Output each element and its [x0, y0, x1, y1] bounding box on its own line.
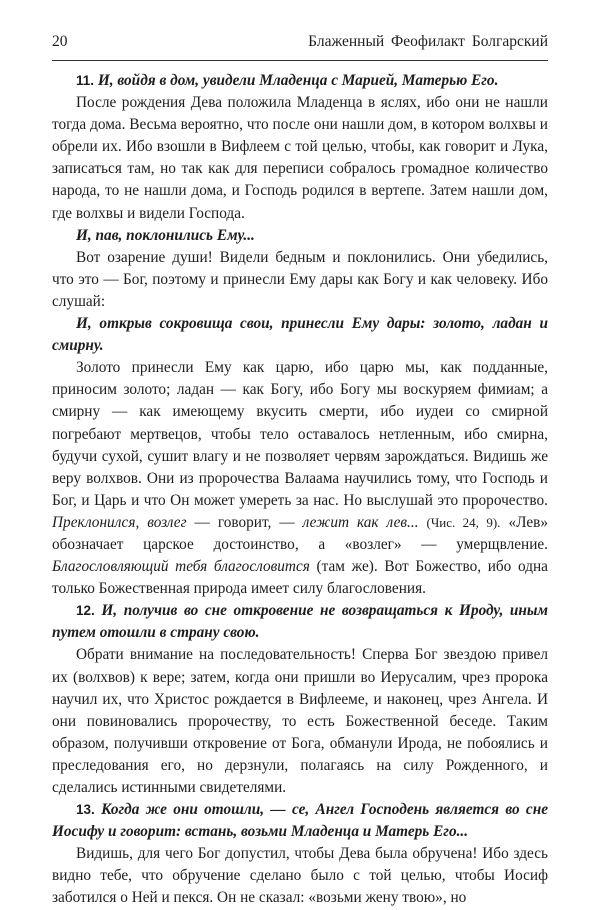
page-body [52, 70, 548, 910]
commentary-paragraph: Вот озарение души! Видели бедным и поклонились. Они убедились, что это — Бог, поэтому и принесли Ему дары как Богу и как человеку. Ибо слушай: [52, 248, 548, 310]
commentary-paragraph: После рождения Дева положила Младенца в яслях, ибо они не нашли тогда дома. Весьма вероятно, что после они нашли дом, в котором волхвы и обрели их. Ибо взошли в Вифлеем с той целью, чтобы, как говорит и Лука, записаться там, но так как для переписи собралось громадное количество народа, то не нашли дома, и Господь родился в вертепе. Затем нашли дом, где волхвы и видели Господа. [52, 94, 548, 222]
quote: лежит как лев... [302, 513, 419, 531]
verse-13 [52, 799, 548, 843]
commentary-paragraph [52, 357, 548, 600]
quote: Преклонился, возлег [52, 513, 187, 531]
scripture-reference: (Чис. 24, 9). [426, 514, 501, 530]
verse-text: И, войдя в дом, увидели Младенца с Марией, Матерью Его. [97, 72, 499, 89]
page-number: 20 [52, 33, 68, 50]
commentary-text: «Лев» обозначает царское достоинство, а «возлег» — умерщвление. [52, 513, 549, 553]
commentary-text: — говорит, — [194, 513, 295, 531]
verse-12 [52, 600, 548, 644]
commentary-text: Золото принесли Ему как царю, ибо царю мы, как подданные, приносим золото; ладан — как Богу, ибо Богу мы воскуряем фимиам; а смирну — как имеющему вкусить смерти, ибо иудеи со смирной погребают мертвецов, чтобы тело оставалось нетленным, ибо смирна, будучи сухой, сушит влагу и не позволяет червям зарождаться. Видишь же веру волхвов. Они из пророчества Валаама научились тому, что Господь и Бог, и Царь и что Он может умереть за нас. Но выслушай это пророчество. [52, 359, 548, 509]
verse-number: 13. [76, 802, 95, 818]
page-header [52, 33, 548, 55]
verse-number: 12. [76, 603, 95, 619]
commentary-text: (там же). Вот Божество, ибо одна только Божественная природа имеет силу благословения. [52, 558, 548, 598]
running-title: Блаженный Феофилакт Болгарский [308, 33, 548, 50]
commentary-paragraph: Видишь, для чего Бог допустил, чтобы Дева была обручена! Ибо здесь видно тебе, что обручение сделано было с той целью, чтобы Иосиф заботился о Ней и пекся. Он не сказал: «возьми жену твою», но [52, 845, 548, 907]
verse-text: Когда же они отошли, — се, Ангел Господень является во сне Иосифу и говорит: встань, возьми Младенца и Матерь Его... [52, 801, 548, 841]
verse-text: И, получив во сне откровение не возвращаться к Ироду, иным путем отошли в страну свою. [52, 602, 548, 642]
verse-11-part-2: И, пав, поклонились Ему... [76, 226, 255, 244]
verse-number: 11. [76, 73, 95, 88]
verse-11 [52, 70, 548, 92]
verse-11-part-3: И, открыв сокровища свои, принесли Ему дары: золото, ладан и смирну. [52, 315, 548, 355]
commentary-paragraph: Обрати внимание на последовательность! Сперва Бог звездою привел их (волхвов) к вере; затем, когда они пришли во Иерусалим, чрез пророка научил их, что Христос рождается в Вифлееме, и наконец, чрез Ангела. И они повиновались пророчеству, то есть Божественной беседе. Таким образом, получивши откровение от Бога, обманули Ирода, не побоялись и преследования его, но дерзнули, полагаясь на силу Рожденного, и сделались истинными свидетелями. [52, 646, 548, 796]
header-rule [52, 60, 548, 61]
quote: Благословляющий тебя благословится [52, 558, 310, 576]
